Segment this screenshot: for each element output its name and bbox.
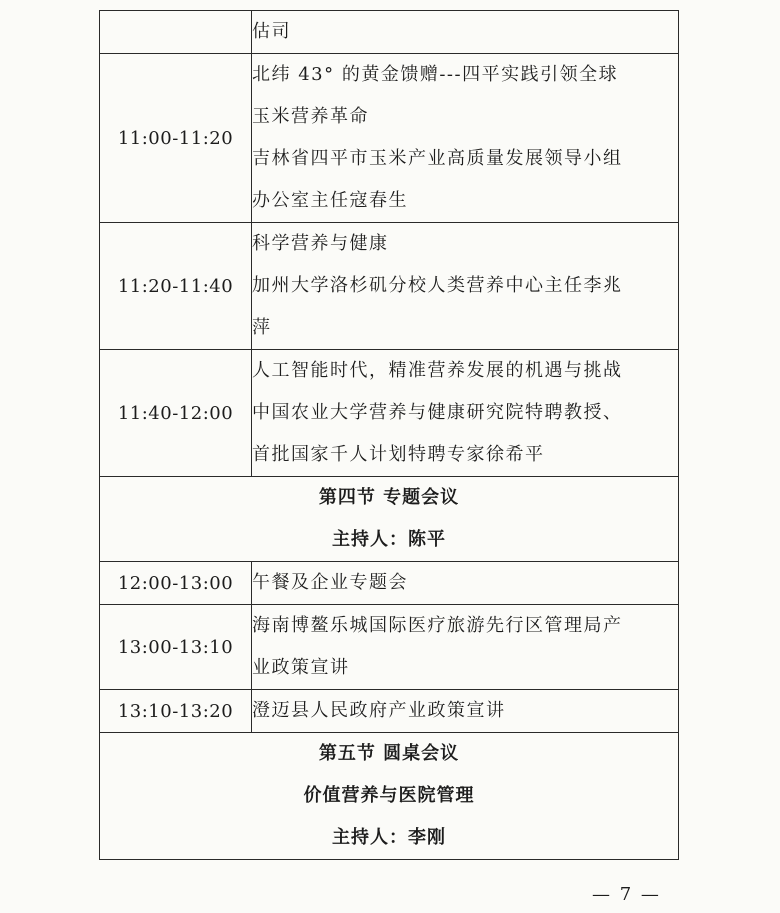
talk-title-line: 北纬 43° 的黄金馈赠---四平实践引领全球 <box>252 64 619 85</box>
section-cell <box>100 477 679 562</box>
table-row <box>100 690 679 733</box>
time-cell: 13:00-13:10 <box>100 605 252 690</box>
content-cell <box>252 223 679 350</box>
content-cell <box>252 605 679 690</box>
table-row <box>100 54 679 223</box>
content-cell <box>252 562 679 605</box>
talk-title-line: 人工智能时代，精准营养发展的机遇与挑战 <box>252 360 623 381</box>
section-row <box>100 477 679 562</box>
section-host: 主持人：陈平 <box>332 529 446 550</box>
section-row <box>100 733 679 860</box>
speaker-line: 首批国家千人计划特聘专家徐希平 <box>252 444 545 465</box>
section-subtitle: 价值营养与医院管理 <box>303 785 475 806</box>
content-cell <box>252 350 679 477</box>
time-cell: 13:10-13:20 <box>100 690 252 733</box>
time-cell <box>100 11 252 54</box>
section-title: 第五节 圆桌会议 <box>318 743 460 764</box>
table-row <box>100 11 679 54</box>
content-line: 业政策宣讲 <box>252 657 350 678</box>
speaker-line: 萍 <box>252 317 272 338</box>
content-line: 午餐及企业专题会 <box>252 572 408 593</box>
page-number: — 7 — <box>592 884 661 905</box>
section-host: 主持人：李刚 <box>332 827 446 848</box>
table-row <box>100 223 679 350</box>
speaker-line: 加州大学洛杉矶分校人类营养中心主任李兆 <box>252 275 623 296</box>
content-cell <box>252 690 679 733</box>
content-line: 海南博鳌乐城国际医疗旅游先行区管理局产 <box>252 615 623 636</box>
speaker-line: 办公室主任寇春生 <box>252 190 408 211</box>
time-cell: 11:40-12:00 <box>100 350 252 477</box>
talk-title-line: 科学营养与健康 <box>252 233 389 254</box>
content-line: 估司 <box>252 21 291 42</box>
content-cell <box>252 11 679 54</box>
section-cell <box>100 733 679 860</box>
speaker-line: 中国农业大学营养与健康研究院特聘教授、 <box>252 402 623 423</box>
speaker-line: 吉林省四平市玉米产业高质量发展领导小组 <box>252 148 623 169</box>
time-cell: 11:20-11:40 <box>100 223 252 350</box>
table-row <box>100 605 679 690</box>
content-line: 澄迈县人民政府产业政策宣讲 <box>252 700 506 721</box>
time-cell: 11:00-11:20 <box>100 54 252 223</box>
talk-title-line: 玉米营养革命 <box>252 106 369 127</box>
content-cell <box>252 54 679 223</box>
time-cell: 12:00-13:00 <box>100 562 252 605</box>
schedule-table <box>99 10 679 860</box>
table-row <box>100 350 679 477</box>
section-title: 第四节 专题会议 <box>318 487 460 508</box>
table-row <box>100 562 679 605</box>
